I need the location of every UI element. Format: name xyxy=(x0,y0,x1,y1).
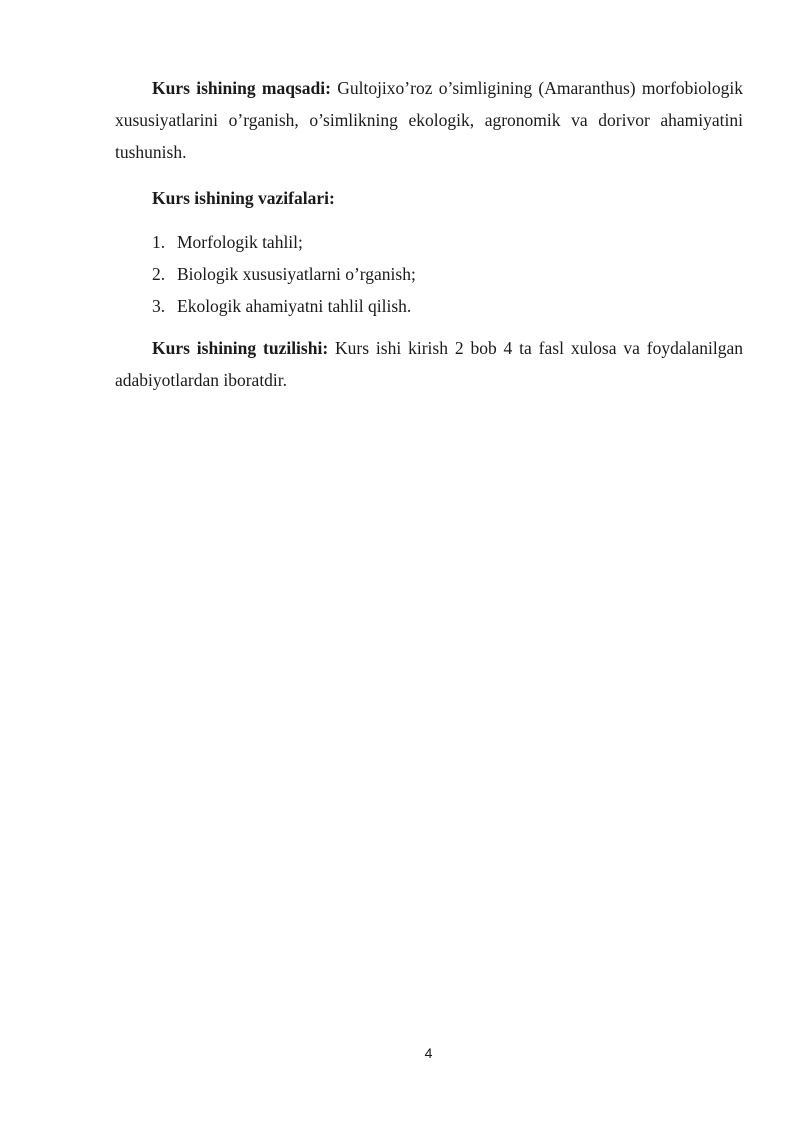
task-number: 3. xyxy=(152,296,166,316)
task-text: Ekologik ahamiyatni tahlil qilish. xyxy=(177,296,412,316)
page-content xyxy=(115,72,743,396)
task-item-3 xyxy=(115,290,743,322)
structure-label: Kurs ishining tuzilishi: xyxy=(152,338,329,358)
goal-label: Kurs ishining maqsadi: xyxy=(152,78,331,98)
structure-paragraph xyxy=(115,332,743,396)
tasks-heading: Kurs ishining vazifalari: xyxy=(152,188,335,208)
page-number: 4 xyxy=(424,1045,433,1061)
goal-text: Gultojixo’roz o’simligining (Amaranthus) morfobiologik xususiyatlarini o’rganish, o’simlikning ekologik, agronomik va dorivor ahamiyatini tushunish. xyxy=(115,78,743,162)
task-item-2 xyxy=(115,258,743,290)
task-number: 1. xyxy=(152,232,166,252)
task-item-1 xyxy=(115,226,743,258)
task-number: 2. xyxy=(152,264,166,284)
goal-paragraph xyxy=(115,72,743,168)
tasks-list xyxy=(115,226,743,322)
structure-text: Kurs ishi kirish 2 bob 4 ta fasl xulosa va foydalanilgan adabiyotlardan iboratdir. xyxy=(115,338,743,390)
task-text: Biologik xususiyatlarni o’rganish; xyxy=(177,264,416,284)
task-text: Morfologik tahlil; xyxy=(177,232,303,252)
